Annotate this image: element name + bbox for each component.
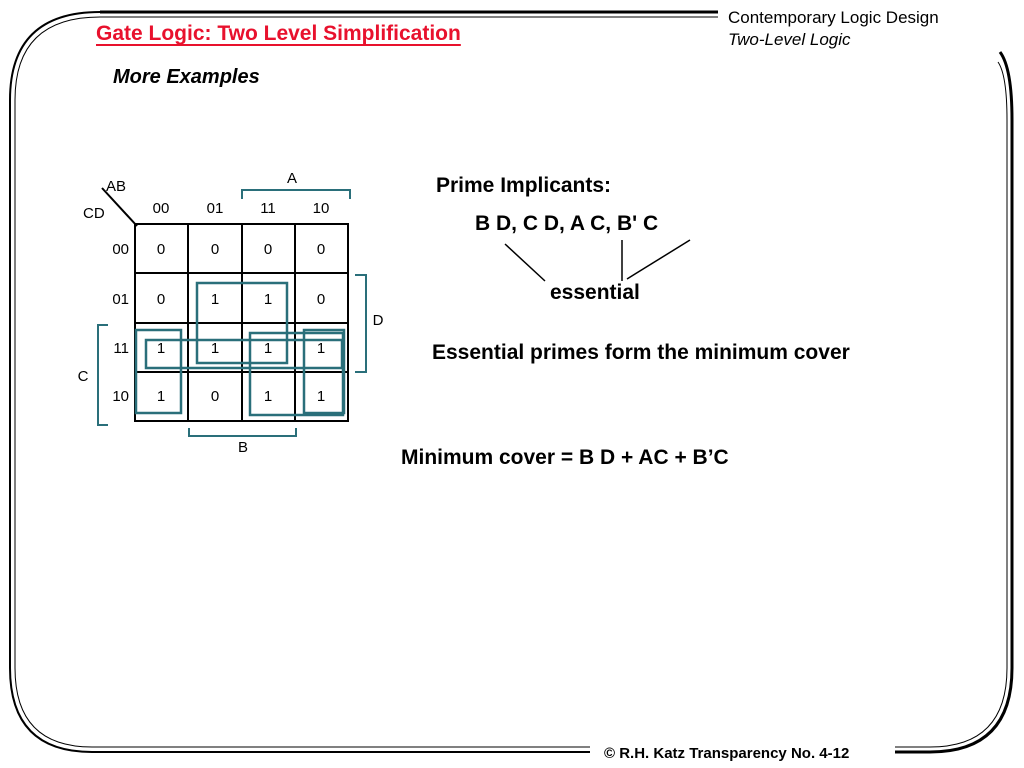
kmap-cell: 1 (156, 340, 166, 357)
kmap-col-header: 01 (206, 200, 224, 217)
kmap-cell: 1 (316, 340, 326, 357)
kmap-cell: 0 (316, 291, 326, 308)
kmap-cell: 1 (156, 388, 166, 405)
kmap-cell: 0 (156, 291, 166, 308)
kmap-cell: 0 (210, 241, 220, 258)
essential-primes-note: Essential primes form the minimum cover (432, 341, 850, 364)
kmap-cell: 1 (263, 340, 273, 357)
label-b: B (237, 439, 249, 456)
kmap-row-header: 01 (112, 291, 129, 308)
slide-subtitle: More Examples (113, 66, 260, 88)
kmap-cell: 1 (263, 291, 273, 308)
kmap-cell: 1 (316, 388, 326, 405)
kmap-corner-cd: CD (83, 205, 105, 222)
kmap-row-header: 10 (112, 388, 129, 405)
kmap-cell: 0 (210, 388, 220, 405)
label-c: C (77, 368, 89, 385)
kmap-cell: 0 (316, 241, 326, 258)
header-topic: Two-Level Logic (728, 30, 851, 49)
kmap-cell: 1 (210, 340, 220, 357)
kmap-cell: 1 (210, 291, 220, 308)
essential-label: essential (550, 281, 640, 304)
header-course: Contemporary Logic Design (728, 8, 939, 27)
label-d: D (372, 312, 384, 329)
label-a: A (286, 170, 298, 187)
kmap-cell: 0 (263, 241, 273, 258)
kmap-cell: 1 (263, 388, 273, 405)
kmap-col-header: 10 (312, 200, 330, 217)
minimum-cover: Minimum cover = B D + AC + B’C (401, 446, 729, 469)
kmap-row-header: 11 (113, 340, 129, 357)
prime-implicants-list: B D, C D, A C, B' C (475, 212, 659, 235)
kmap-row-header: 00 (112, 241, 129, 258)
footer-credit: © R.H. Katz Transparency No. 4-12 (604, 745, 850, 762)
prime-implicants-label: Prime Implicants: (436, 174, 612, 197)
kmap-col-header: 00 (152, 200, 170, 217)
slide-title: Gate Logic: Two Level Simplification (96, 22, 461, 45)
kmap-col-header: 11 (260, 200, 276, 217)
kmap-corner-ab: AB (106, 178, 127, 195)
kmap-cell: 0 (156, 241, 166, 258)
